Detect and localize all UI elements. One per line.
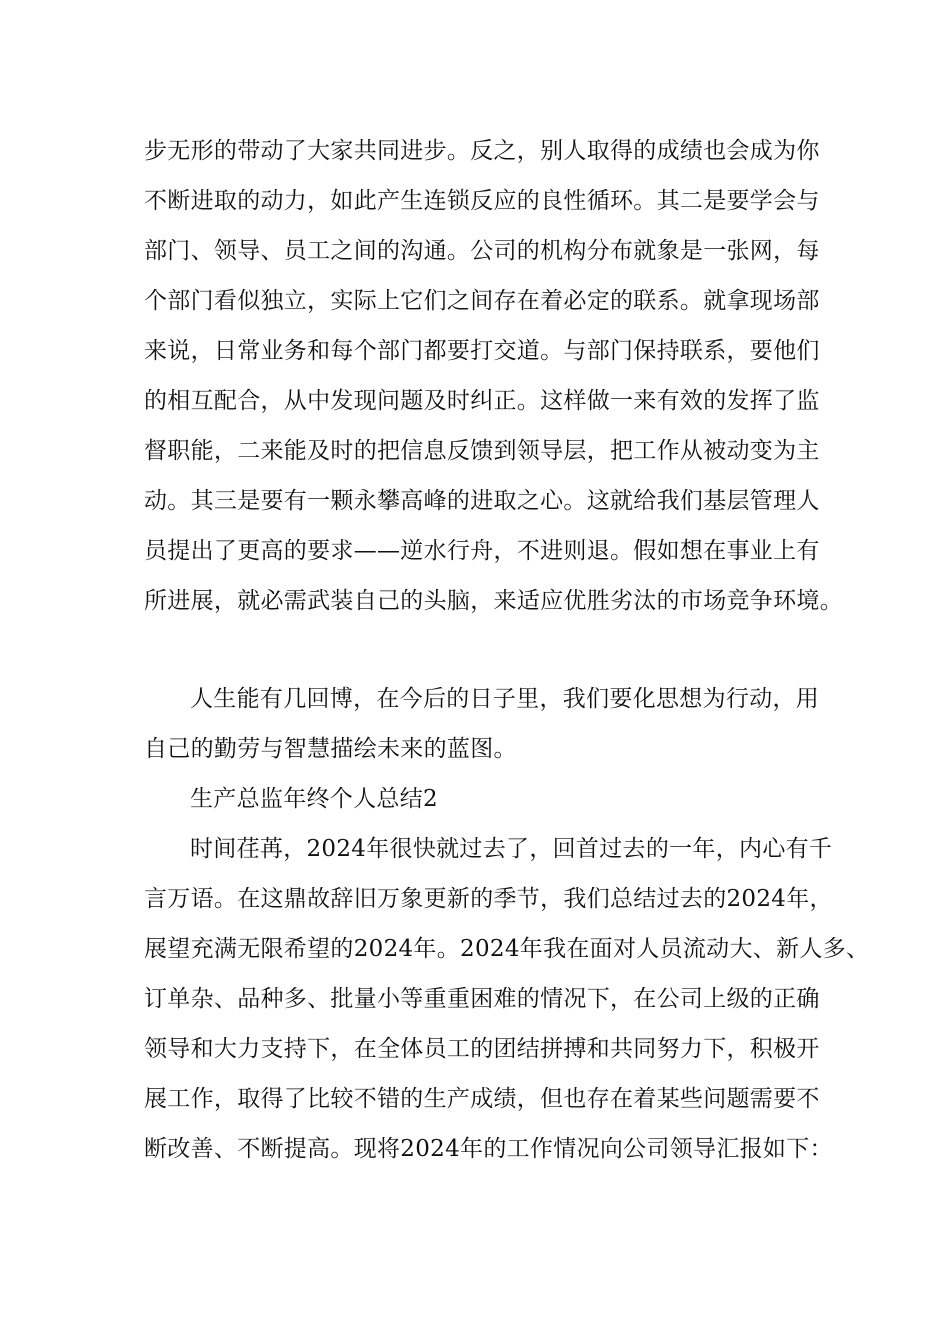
text-line: 领导和大力支持下，在全体员工的团结拼搏和共同努力下，积极开 <box>144 1036 820 1062</box>
text-line: 来说，日常业务和每个部门都要打交道。与部门保持联系，要他们 <box>144 338 820 364</box>
text-line: 自己的勤劳与智慧描绘未来的蓝图。 <box>144 736 517 762</box>
text-line: 步无形的带动了大家共同进步。反之，别人取得的成绩也会成为你 <box>144 138 820 164</box>
section-heading: 生产总监年终个人总结2 <box>190 786 438 812</box>
text-line: 的相互配合，从中发现问题及时纠正。这样做一来有效的发挥了监 <box>144 388 820 414</box>
text-line: 部门、领导、员工之间的沟通。公司的机构分布就象是一张网，每 <box>144 238 820 264</box>
text-line: 言万语。在这鼎故辞旧万象更新的季节，我们总结过去的2024年， <box>144 886 833 912</box>
text-line: 人生能有几回博，在今后的日子里，我们要化思想为行动，用 <box>190 686 820 712</box>
text-line: 督职能，二来能及时的把信息反馈到领导层，把工作从被动变为主 <box>144 438 820 464</box>
text-line: 所进展，就必需武装自己的头脑，来适应优胜劣汰的市场竞争环境。 <box>144 588 843 614</box>
text-line: 时间荏苒，2024年很快就过去了，回首过去的一年，内心有千 <box>190 836 833 862</box>
text-line: 订单杂、品种多、批量小等重重困难的情况下，在公司上级的正确 <box>144 986 820 1012</box>
text-line: 展工作，取得了比较不错的生产成绩，但也存在着某些问题需要不 <box>144 1086 820 1112</box>
text-line: 员提出了更高的要求——逆水行舟，不进则退。假如想在事业上有 <box>144 538 820 564</box>
text-line: 动。其三是要有一颗永攀高峰的进取之心。这就给我们基层管理人 <box>144 488 820 514</box>
text-line: 个部门看似独立，实际上它们之间存在着必定的联系。就拿现场部 <box>144 288 820 314</box>
text-line: 展望充满无限希望的2024年。2024年我在面对人员流动大、新人多、 <box>144 936 870 962</box>
text-line: 不断进取的动力，如此产生连锁反应的良性循环。其二是要学会与 <box>144 188 820 214</box>
text-line: 断改善、不断提高。现将2024年的工作情况向公司领导汇报如下： <box>144 1136 833 1162</box>
